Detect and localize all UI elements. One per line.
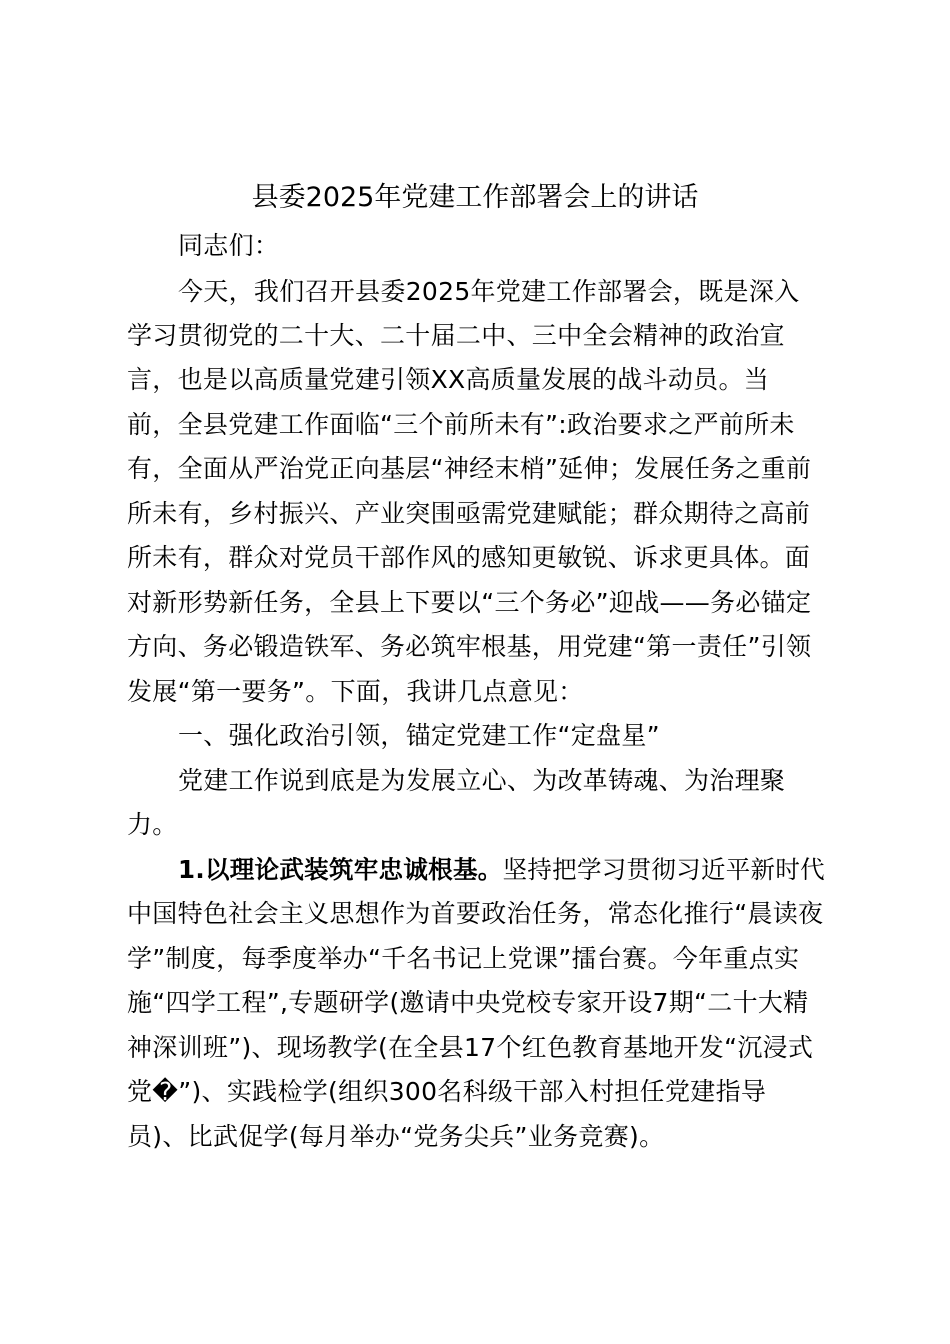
paragraph-line: 言，也是以高质量党建引领XX高质量发展的战斗动员。当: [127, 365, 770, 394]
paragraph-text: 坚持把学习贯彻习近平新时代: [502, 855, 825, 884]
paragraph-line: 有，全面从严治党正向基层“神经末梢”延伸；发展任务之重前: [127, 454, 812, 483]
paragraph-line: 发展“第一要务”。下面，我讲几点意见：: [127, 677, 584, 706]
paragraph-line: 学习贯彻党的二十大、二十届二中、三中全会精神的政治宣: [127, 321, 785, 350]
document-title: 县委2025年党建工作部署会上的讲话: [251, 182, 699, 213]
paragraph-line: 神深训班”)、现场教学(在全县17个红色教育基地开发“沉浸式: [127, 1033, 814, 1062]
paragraph-line: 中国特色社会主义思想作为首要政治任务，常态化推行“晨读夜: [127, 899, 824, 928]
paragraph-line: 学”制度，每季度举办“千名书记上党课”擂台赛。今年重点实: [127, 944, 800, 973]
paragraph-line: 所未有，乡村振兴、产业突围亟需党建赋能；群众期待之高前: [127, 499, 811, 528]
paragraph-line: 员)、比武促学(每月举办“党务尖兵”业务竞赛)。: [127, 1122, 665, 1151]
paragraph-line: 对新形势新任务，全县上下要以“三个务必”迎战——务必锚定: [127, 588, 812, 617]
paragraph-line: 今天，我们召开县委2025年党建工作部署会，既是深入: [178, 277, 800, 306]
paragraph-line: 前，全县党建工作面临“三个前所未有”:政治要求之严前所未: [127, 410, 795, 439]
paragraph-line: 方向、务必锻造铁军、务必筑牢根基，用党建“第一责任”引领: [127, 632, 812, 661]
paragraph-line: 所未有，群众对党员干部作风的感知更敏锐、诉求更具体。面: [127, 543, 811, 572]
subsection-line: [178, 848, 825, 892]
paragraph-line: 施“四学工程”,专题研学(邀请中央党校专家开设7期“二十大精: [127, 988, 809, 1017]
paragraph-line: 党建工作说到底是为发展立心、为改革铸魂、为治理聚: [178, 766, 786, 795]
paragraph-line: 党�”)、实践检学(组织300名科级干部入村担任党建指导: [127, 1077, 767, 1106]
section-heading: 一、强化政治引领，锚定党建工作“定盘星”: [178, 721, 660, 750]
subsection-heading: 1.以理论武装筑牢忠诚根基。: [178, 855, 503, 884]
paragraph-line: 力。: [127, 810, 178, 839]
salutation: 同志们：: [178, 231, 280, 260]
